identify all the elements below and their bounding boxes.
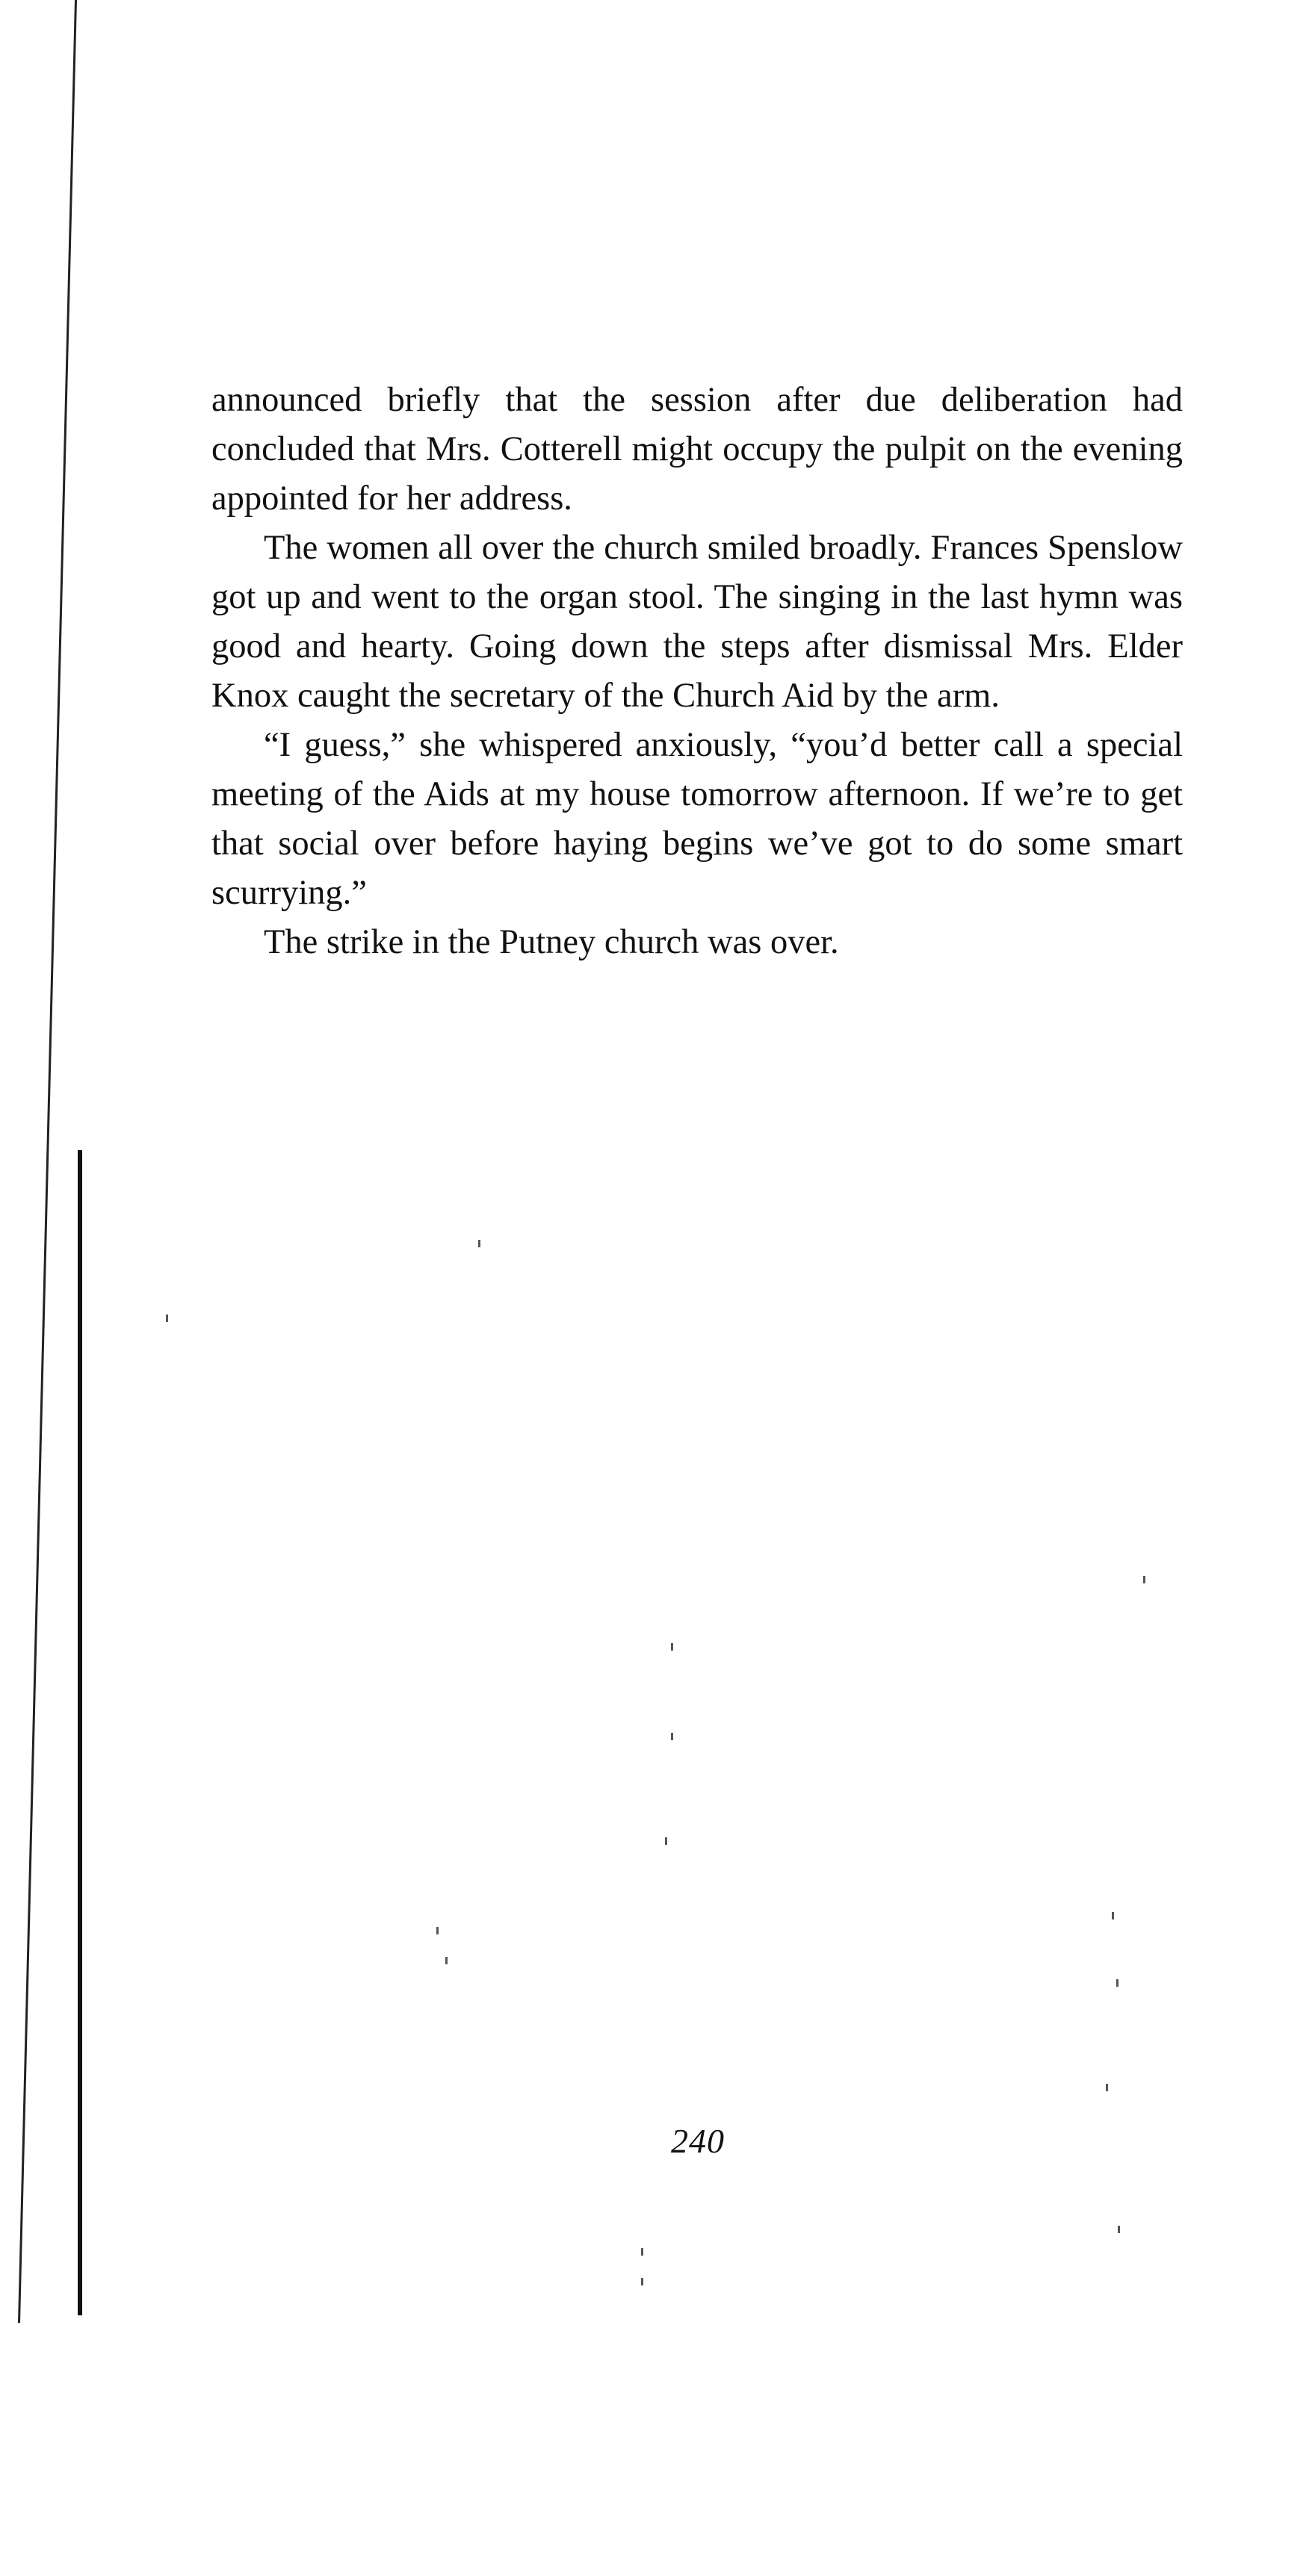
speck [445,1957,448,1964]
paragraph-2: The women all over the church smiled broadly. Frances Spenslow got up and went to the organ stool. The singing in the last hymn was good and hearty. Going down the steps after dismissal Mrs. Elder Knox caught the secretary of the Church Aid by the arm. [211,529,1183,715]
speck [641,2248,643,2256]
speck [665,1837,667,1845]
speck [671,1733,673,1740]
body-text [211,376,1183,967]
speck [671,1643,673,1651]
speck [1143,1576,1145,1583]
speck [1112,1912,1114,1919]
speck [166,1315,168,1322]
page-number: 240 [671,2122,725,2160]
speck [1106,2084,1108,2091]
paragraph-3: “I guess,” she whispered anxiously, “you’d better call a special meeting of the Aids at my house tomorrow afternoon. If we’re to get that social over before haying begins we’ve got to do some smart scurrying.” [211,726,1183,912]
speck [1118,2226,1120,2233]
speck [641,2278,643,2285]
paragraph-4: The strike in the Putney church was over. [264,923,839,961]
binding-edge-shadow [78,1150,82,2315]
speck [1116,1979,1118,1987]
paragraph-1: announced briefly that the session after due deliberation had concluded that Mrs. Cotterell might occupy the pulpit on the evening appointed for her address. [211,381,1183,518]
speck [478,1240,480,1247]
binding-edge-line [18,0,77,2323]
speck [436,1927,439,1934]
